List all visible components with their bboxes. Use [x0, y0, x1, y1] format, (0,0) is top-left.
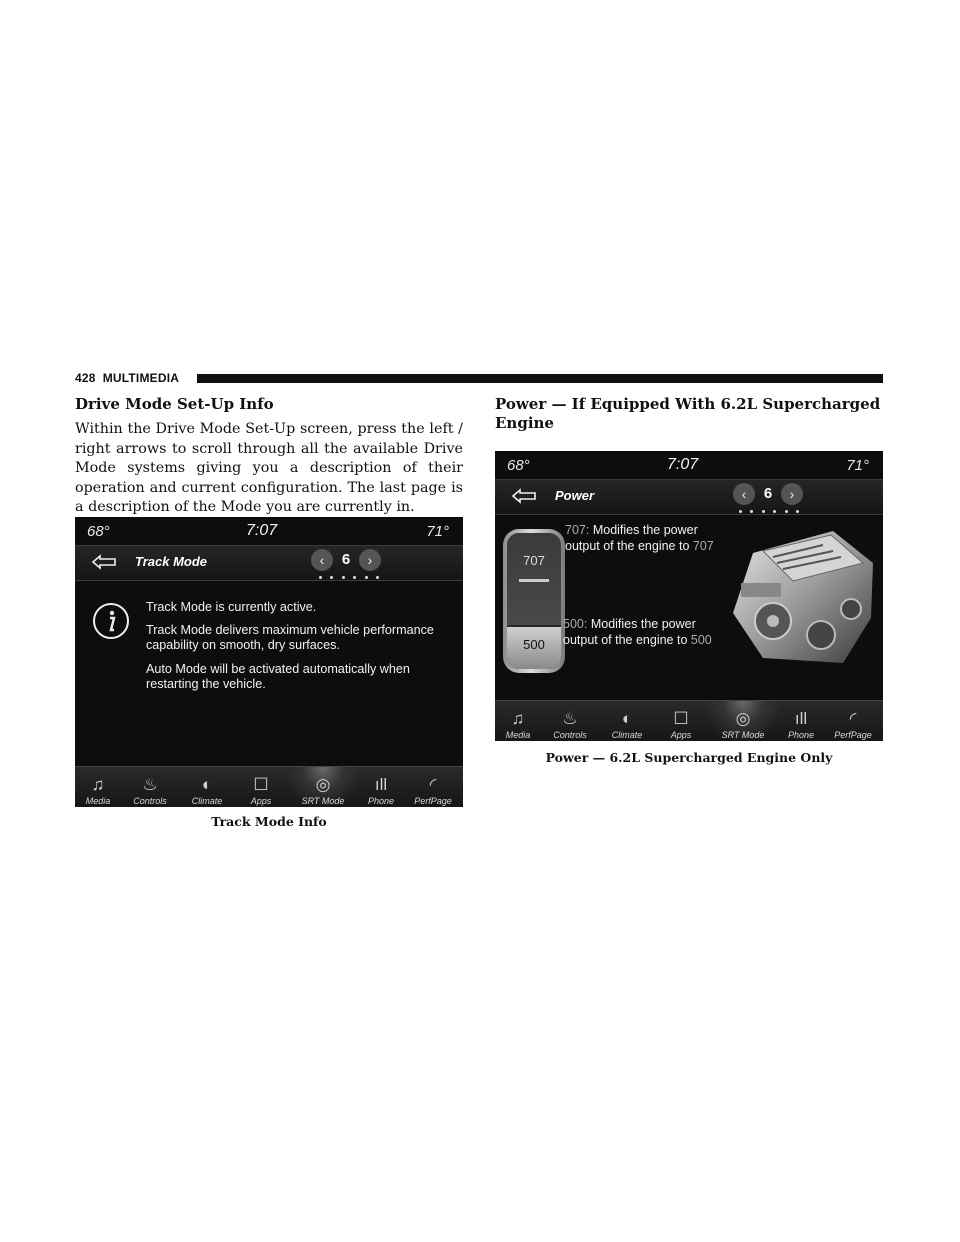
info-line-2: Track Mode delivers maximum vehicle performance capability on smooth, dry surfaces. — [146, 623, 434, 652]
clock: 7:07 — [667, 456, 699, 473]
body-paragraph: Within the Drive Mode Set-Up screen, press the left / right arrows to scroll through all the available Drive Mode systems giving you a description of their operation and current configuration. The last page is a description of the Mode you are currently in. — [75, 421, 463, 515]
tray-media[interactable]: ♫ Media — [495, 701, 541, 741]
clock: 7:07 — [246, 522, 278, 539]
info-icon — [92, 602, 130, 640]
next-page-icon[interactable]: › — [359, 549, 381, 571]
power-screenshot — [495, 451, 883, 741]
section-heading-power: Power — If Equipped With 6.2L Supercharged Engine — [495, 395, 881, 432]
seat-icon: ♨ — [142, 775, 158, 794]
slider-handle[interactable] — [519, 579, 549, 582]
slider-500-label: 500 — [523, 637, 545, 652]
prev-page-icon[interactable]: ‹ — [311, 549, 333, 571]
music-note-icon: ♫ — [511, 709, 525, 728]
tray-media[interactable]: ♫ Media — [75, 767, 121, 807]
tray-perfpage[interactable]: ◜ PerfPage — [403, 767, 463, 807]
phone-signal-icon: ıll — [374, 775, 388, 794]
tray-perfpage[interactable]: ◜ PerfPage — [823, 701, 883, 741]
prev-page-icon[interactable]: ‹ — [733, 483, 755, 505]
steering-wheel-icon: ◎ — [315, 775, 331, 794]
temp-left: 68° — [87, 523, 110, 540]
music-note-icon: ♫ — [91, 775, 105, 794]
page-header — [75, 372, 883, 386]
section-heading-drive-mode: Drive Mode Set-Up Info — [75, 395, 274, 413]
temp-right: 71° — [426, 523, 449, 540]
tray-srt-mode[interactable]: ◎ SRT Mode — [287, 767, 359, 807]
figure-caption-track-mode: Track Mode Info — [211, 814, 327, 829]
title-bar — [495, 479, 883, 515]
gauge-icon: ◜ — [429, 775, 437, 794]
option-707: 707: Modifies the power output of the engine to 707 — [565, 523, 714, 553]
steering-wheel-icon: ◎ — [735, 709, 751, 728]
tray-climate[interactable]: ◐ Climate — [179, 767, 235, 807]
info-line-3: Auto Mode will be activated automatically when restarting the vehicle. — [146, 662, 410, 691]
screen-title: Track Mode — [135, 554, 208, 569]
climate-icon: ◐ — [621, 709, 633, 728]
temp-right: 71° — [846, 457, 869, 474]
climate-icon: ◐ — [201, 775, 213, 794]
tray-phone[interactable]: ıll Phone — [359, 767, 403, 807]
page-number-section: 428 MULTIMEDIA — [75, 371, 180, 385]
page-pager — [733, 483, 803, 509]
tray-apps[interactable]: ☐ Apps — [235, 767, 287, 807]
screen-title: Power — [555, 488, 595, 503]
apps-icon: ☐ — [673, 709, 689, 728]
tray-controls[interactable]: ♨ Controls — [541, 701, 599, 741]
tray-srt-mode[interactable]: ◎ SRT Mode — [707, 701, 779, 741]
next-page-icon[interactable]: › — [781, 483, 803, 505]
page-pager — [311, 549, 381, 575]
back-arrow-icon[interactable] — [91, 554, 117, 570]
slider-707-label: 707 — [523, 553, 545, 568]
phone-signal-icon: ıll — [794, 709, 808, 728]
page-dots — [739, 510, 799, 514]
info-line-1: Track Mode is currently active. — [146, 600, 317, 614]
figure-caption-power: Power — 6.2L Supercharged Engine Only — [545, 750, 833, 765]
header-rule — [197, 374, 883, 383]
tray-climate[interactable]: ◐ Climate — [599, 701, 655, 741]
tray-apps[interactable]: ☐ Apps — [655, 701, 707, 741]
title-bar — [75, 545, 463, 581]
track-mode-screenshot — [75, 517, 463, 807]
tray-controls[interactable]: ♨ Controls — [121, 767, 179, 807]
page-number: 6 — [763, 485, 773, 502]
seat-icon: ♨ — [562, 709, 578, 728]
option-500: 500: Modifies the power output of the engine to 500 — [563, 617, 712, 647]
page-dots — [319, 576, 379, 580]
apps-icon: ☐ — [253, 775, 269, 794]
tray-phone[interactable]: ıll Phone — [779, 701, 823, 741]
info-text — [146, 600, 446, 692]
engine-image — [723, 523, 879, 673]
power-slider[interactable] — [503, 529, 565, 673]
gauge-icon: ◜ — [849, 709, 857, 728]
bottom-tray — [75, 766, 463, 807]
page-number: 6 — [341, 551, 351, 568]
back-arrow-icon[interactable] — [511, 488, 537, 504]
bottom-tray — [495, 700, 883, 741]
temp-left: 68° — [507, 457, 530, 474]
